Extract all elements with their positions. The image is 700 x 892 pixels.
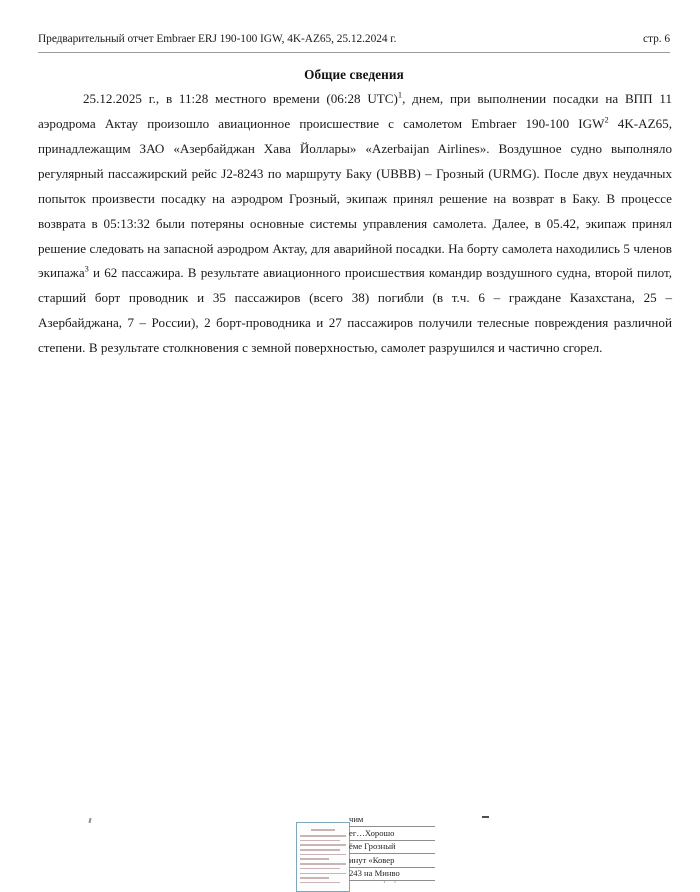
body-paragraph: [38, 87, 672, 361]
thumbnail-text-line: [300, 873, 346, 875]
header-report-title: Предварительный отчет Embraer ERJ 190-100 IGW, 4K-AZ65, 25.12.2024 г.: [38, 33, 397, 45]
thumbnail-text-line: [300, 877, 329, 879]
page-number: стр. 6: [643, 33, 670, 45]
thumbnail-text-line: [300, 882, 340, 884]
clipped-footnote-region: [0, 404, 700, 887]
footnote-marker-2: 2: [604, 115, 609, 125]
thumbnail-text-line: [300, 854, 346, 856]
header-divider: [38, 52, 670, 53]
footnote-line: ёме Грозный: [349, 841, 435, 854]
footnote-ellipsis-marks: · ·: [383, 878, 400, 887]
body-segment-1: 25.12.2025 г., в 11:28 местного времени (06:28 UTC): [83, 91, 398, 107]
thumbnail-title-line: [311, 829, 336, 831]
running-header: [38, 33, 670, 45]
thumbnail-text-line: [300, 849, 340, 851]
thumbnail-text-line: [300, 863, 346, 865]
document-thumbnail-image: [296, 822, 350, 892]
scan-artifact-mark-right: [482, 816, 489, 818]
footnote-marker-3: 3: [84, 265, 89, 275]
section-title: Общие сведения: [304, 66, 404, 82]
footnote-line: ег…Хорошо: [349, 828, 435, 841]
footnote-line: инут «Ковер: [349, 855, 435, 868]
thumbnail-text-line: [300, 840, 340, 842]
thumbnail-text-line: [300, 868, 340, 870]
body-segment-2: , днем, при выполнении посадки на ВПП 11 аэродрома Актау произошло авиационное происшествие с самолетом Embraer 190-100 IGW: [38, 91, 672, 131]
footnote-line: 243 на Минво: [349, 868, 435, 881]
footnote-marker-1: 1: [397, 90, 403, 100]
body-segment-4: и 62 пассажира. В результате авиационного происшествия командир воздушного судна, второй пилот, старший борт проводник и 35 пассажиров (всего 38) погибли (в т.ч. 6 – граждане Казахстана, 25 – Азербайджана, 7 – России), 2 борт-проводника и 27 пассажиров получили телесные повреждения различной степени. В результате столкновения с земной поверхностью, самолет разрушился и частично сгорел.: [38, 265, 672, 356]
footnote-text-clipped: [349, 814, 435, 882]
scan-artifact-mark-left: [89, 818, 92, 823]
footnote-line: чим: [349, 814, 435, 827]
thumbnail-text-line: [300, 858, 329, 860]
body-segment-3: 4K-AZ65, принадлежащим ЗАО «Азербайджан Хава Йоллары» «Azerbaijan Airlines». Воздушное судно выполняло регулярный пассажирский рейс J2-8243 по маршруту Баку (UBBB) – Грозный (URMG). После двух неудачных попыток произвести посадку на аэродром Грозный, экипаж принял решение на возврат в Баку. В процессе возврата в 05:13:32 были потеряны основные системы управления самолета. Далее, в 05.42, экипаж принял решение следовать на запасной аэродром Актау, для аварийной посадки. На борту самолета находились 5 членов экипажа: [38, 116, 672, 281]
thumbnail-text-line: [300, 844, 346, 846]
thumbnail-text-line: [300, 835, 346, 837]
